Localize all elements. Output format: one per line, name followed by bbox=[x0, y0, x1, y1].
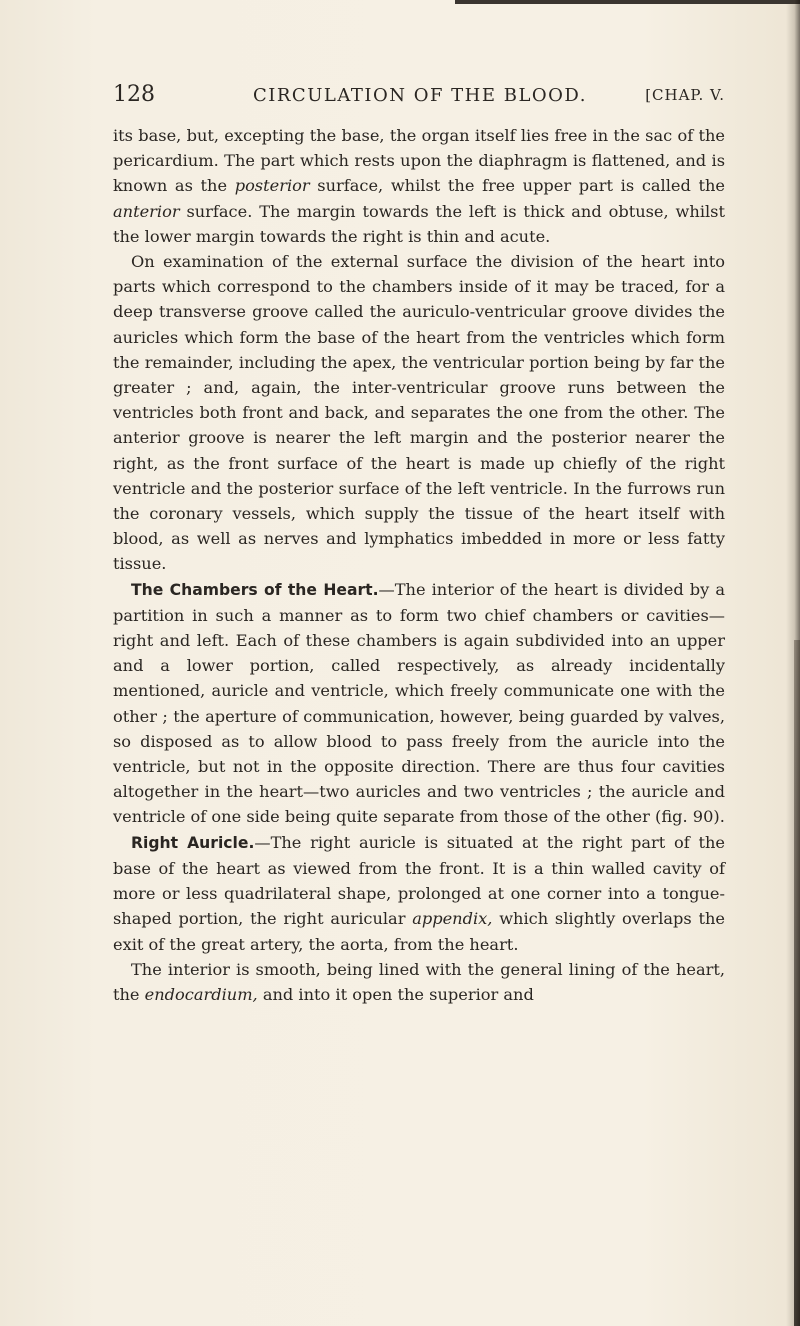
italic-term-endocardium: endocardium, bbox=[144, 984, 258, 1004]
paragraph-interior: The interior is smooth, being lined with the general lining of the heart, the endocardium, and into it open the superior and bbox=[113, 959, 725, 1004]
section-heading-chambers: The Chambers of the Heart. bbox=[131, 580, 379, 599]
page-header bbox=[113, 82, 725, 110]
page-edge-binding bbox=[794, 640, 800, 1326]
italic-term-appendix: appendix, bbox=[412, 909, 493, 929]
top-border-rule bbox=[455, 0, 800, 4]
paragraph-right-auricle: Right Auricle.—The right auricle is situated at the right part of the base of the heart as viewed from the front. It is a thin walled cavity of more or less quadrilateral shape, prolonged at one corner into a tongue-shaped portion, the right auricular appendix, which slightly overlaps the exit of the great artery, the aorta, from the heart. bbox=[113, 832, 725, 954]
page-number: 128 bbox=[113, 82, 155, 107]
italic-term-anterior: anterior bbox=[113, 201, 180, 221]
paragraph-chambers: The Chambers of the Heart.—The interior of the heart is divided by a partition in such a manner as to form two chief chambers or cavities—right and left. Each of these chambers is again subdivided into an upper and a lower portion, called respectively, as already incidentally mentioned, auricle and ventricle, which freely communicate one with the other ; the aperture of communication, however, being guarded by valves, so disposed as to allow blood to pass freely from the auricle into the ventricle, but not in the opposite direction. There are thus four cavities altogether in the heart—two auricles and two ventricles ; the auricle and ventricle of one side being quite separate from those of the other (fig. 90). bbox=[113, 579, 726, 827]
body-text bbox=[113, 123, 725, 1007]
paragraph-external-surface: On examination of the external surface the division of the heart into parts which correspond to the chambers inside of it may be traced, for a deep transverse groove called the auriculo-ventricular groove divides the auricles which form the base of the heart from the ventricles which form the remainder, including the apex, the ventricular portion being by far the greater ; and, again, the inter-ventricular groove runs between the ventricles both front and back, and separates the one from the other. The anterior groove is nearer the left margin and the posterior nearer the right, as the front surface of the heart is made up chiefly of the right ventricle and the posterior surface of the left ventricle. In the furrows run the coronary vessels, which supply the tissue of the heart itself with blood, as well as nerves and lymphatics imbedded in more or less fatty tissue. bbox=[113, 252, 725, 574]
running-head: CIRCULATION OF THE BLOOD. bbox=[253, 85, 587, 106]
italic-term-posterior: posterior bbox=[234, 176, 310, 196]
chapter-reference: [CHAP. V. bbox=[645, 86, 725, 104]
section-heading-right-auricle: Right Auricle. bbox=[131, 833, 255, 852]
paragraph-continuation: its base, but, excepting the base, the organ itself lies free in the sac of the pericardium. The part which rests upon the diaphragm is flattened, and is known as the posterior surface, whilst the free upper part is called the anterior surface. The margin towards the left is thick and obtuse, whilst the lower margin towards the right is thin and acute. bbox=[113, 126, 725, 246]
